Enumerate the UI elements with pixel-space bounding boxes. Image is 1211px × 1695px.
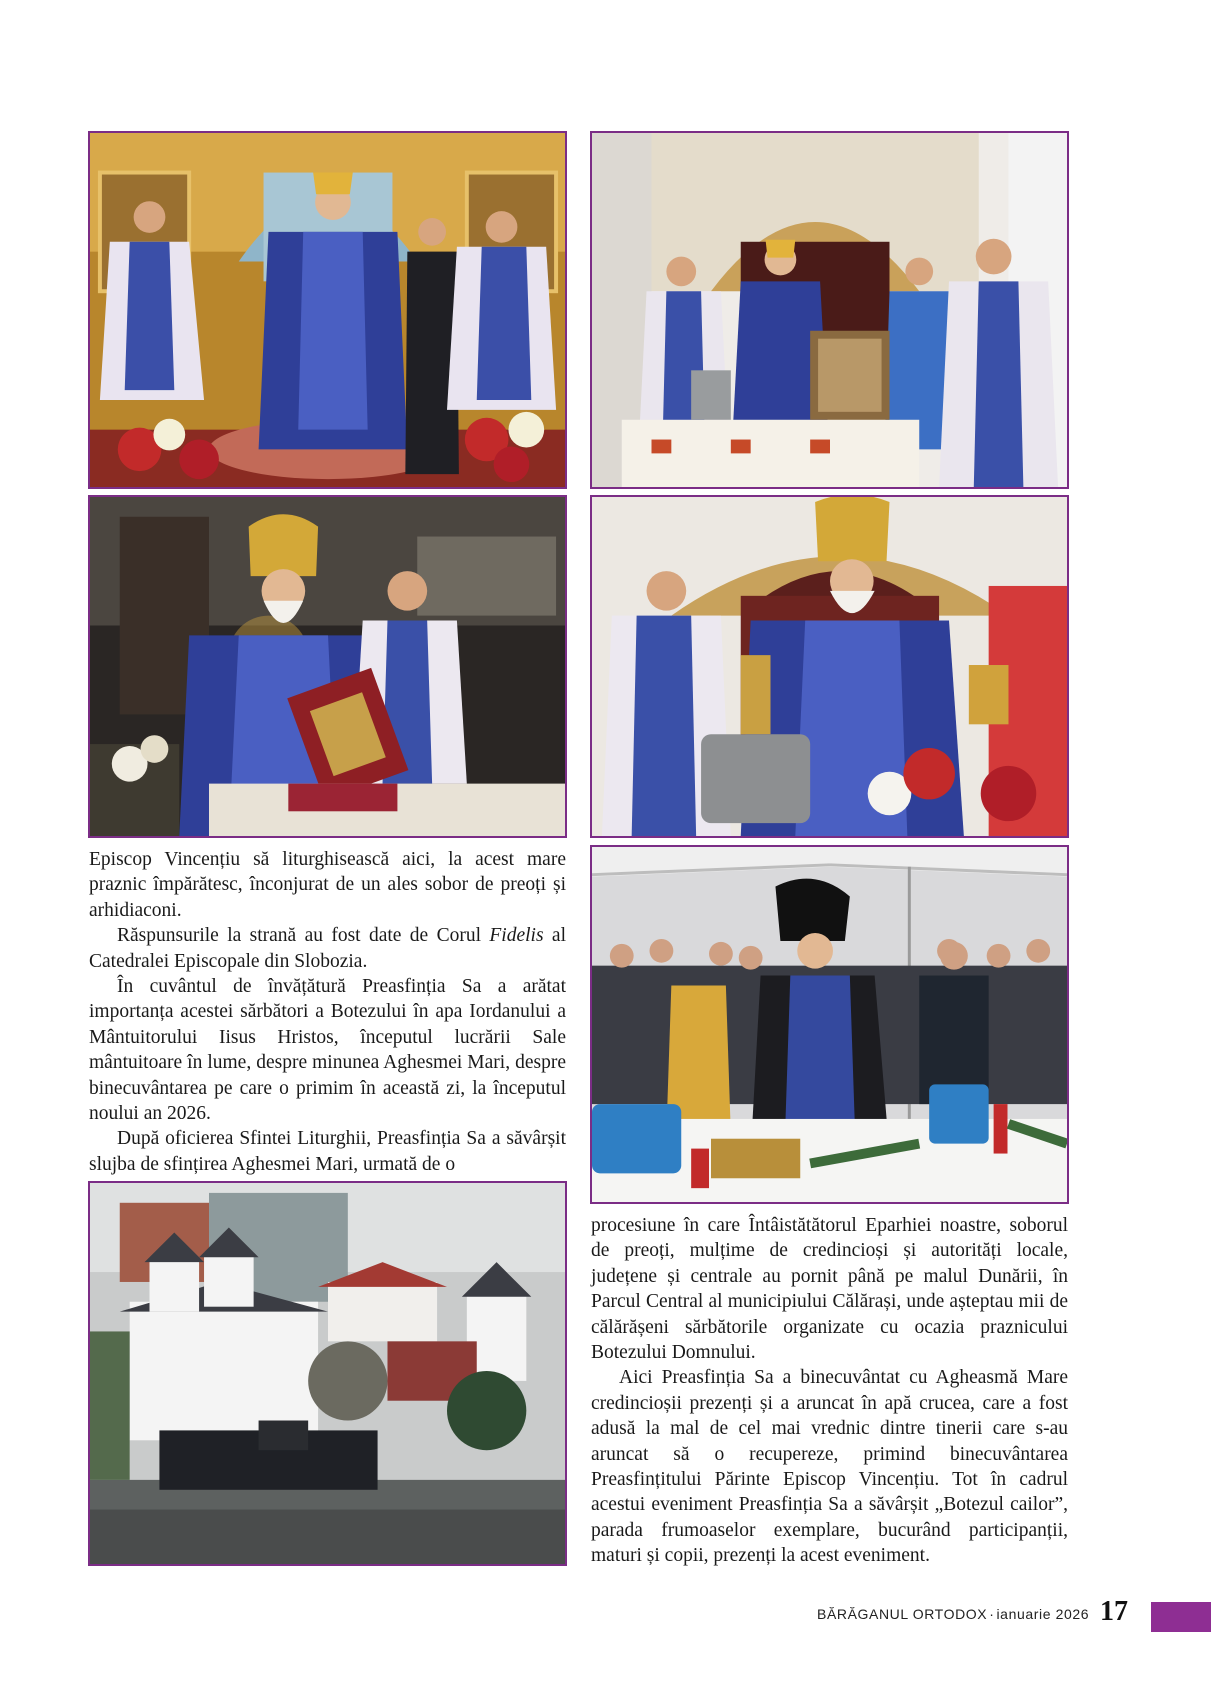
photo-iconostasis-clergy [88, 131, 567, 489]
choir-name: Fidelis [489, 925, 544, 947]
photo-outdoor-blessing-tent [590, 845, 1069, 1204]
article-paragraph: În cuvântul de învățătură Preasfinția Sa a arătat importanța acestei sărbători a Botezului în apa Iordanului a Mântuitorului Iisus Hristos, începutul lucrării Sale mântuitoare în lume, despre minunea Aghesmei Mari, despre binecuvântarea pe care o primim în această zi, la începutul noului an 2026. [89, 976, 566, 1125]
article-left-column [89, 847, 566, 1177]
photo-aerial-church-procession [88, 1181, 567, 1566]
footer-separator: · [989, 1606, 995, 1622]
photo-bishop-blessing-water [590, 495, 1069, 838]
page-number: 17 [1100, 1596, 1128, 1627]
article-paragraph: Răspunsurile la strană au fost date de Corul Fidelis al Catedralei Episcopale din Slobozia. [89, 925, 566, 972]
article-paragraph: După oficierea Sfintei Liturghii, Preasfinția Sa a săvârșit slujba de sfințirea Aghesmei Mari, urmată de o [89, 1128, 566, 1175]
footer-publication [817, 1606, 1089, 1622]
photo-church-entrance-service [590, 131, 1069, 489]
photo-bishop-reading-gospel [88, 495, 567, 838]
article-paragraph: Aici Preasfinția Sa a binecuvântat cu Agheasmă Mare credincioșii prezenți și a aruncat în apă crucea, care a fost adusă la mal de cel mai vrednic dintre tinerii care s-au aruncat să o recupereze, primind binecuvântarea Preasfințitului Părinte Episcop Vincențiu. Tot în cadrul acestui eveniment Preasfinția Sa a săvârșit „Botezul cailor”, parada frumoaselor exemplare, bucurând participanții, maturi și copii, prezenți la acest eveniment. [591, 1367, 1068, 1567]
issue-date: ianuarie 2026 [996, 1606, 1090, 1622]
page-color-tab [1151, 1602, 1211, 1632]
publication-name: BĂRĂGANUL ORTODOX [817, 1606, 988, 1622]
article-paragraph: procesiune în care Întâistătătorul Eparhiei noastre, soborul de preoți, mulțime de credincioși și autorități locale, județene și centrale au pornit până pe malul Dunării, în Parcul Central al municipiului Călărași, unde așteptau mii de călărășeni sărbătorile organizate cu ocazia praznicului Botezului Domnului. [591, 1215, 1068, 1364]
article-paragraph: Episcop Vincențiu să liturghisească aici, la acest mare praznic împărătesc, înconjurat de un ales sobor de preoți și arhidiaconi. [89, 849, 566, 921]
article-right-column [591, 1213, 1068, 1569]
